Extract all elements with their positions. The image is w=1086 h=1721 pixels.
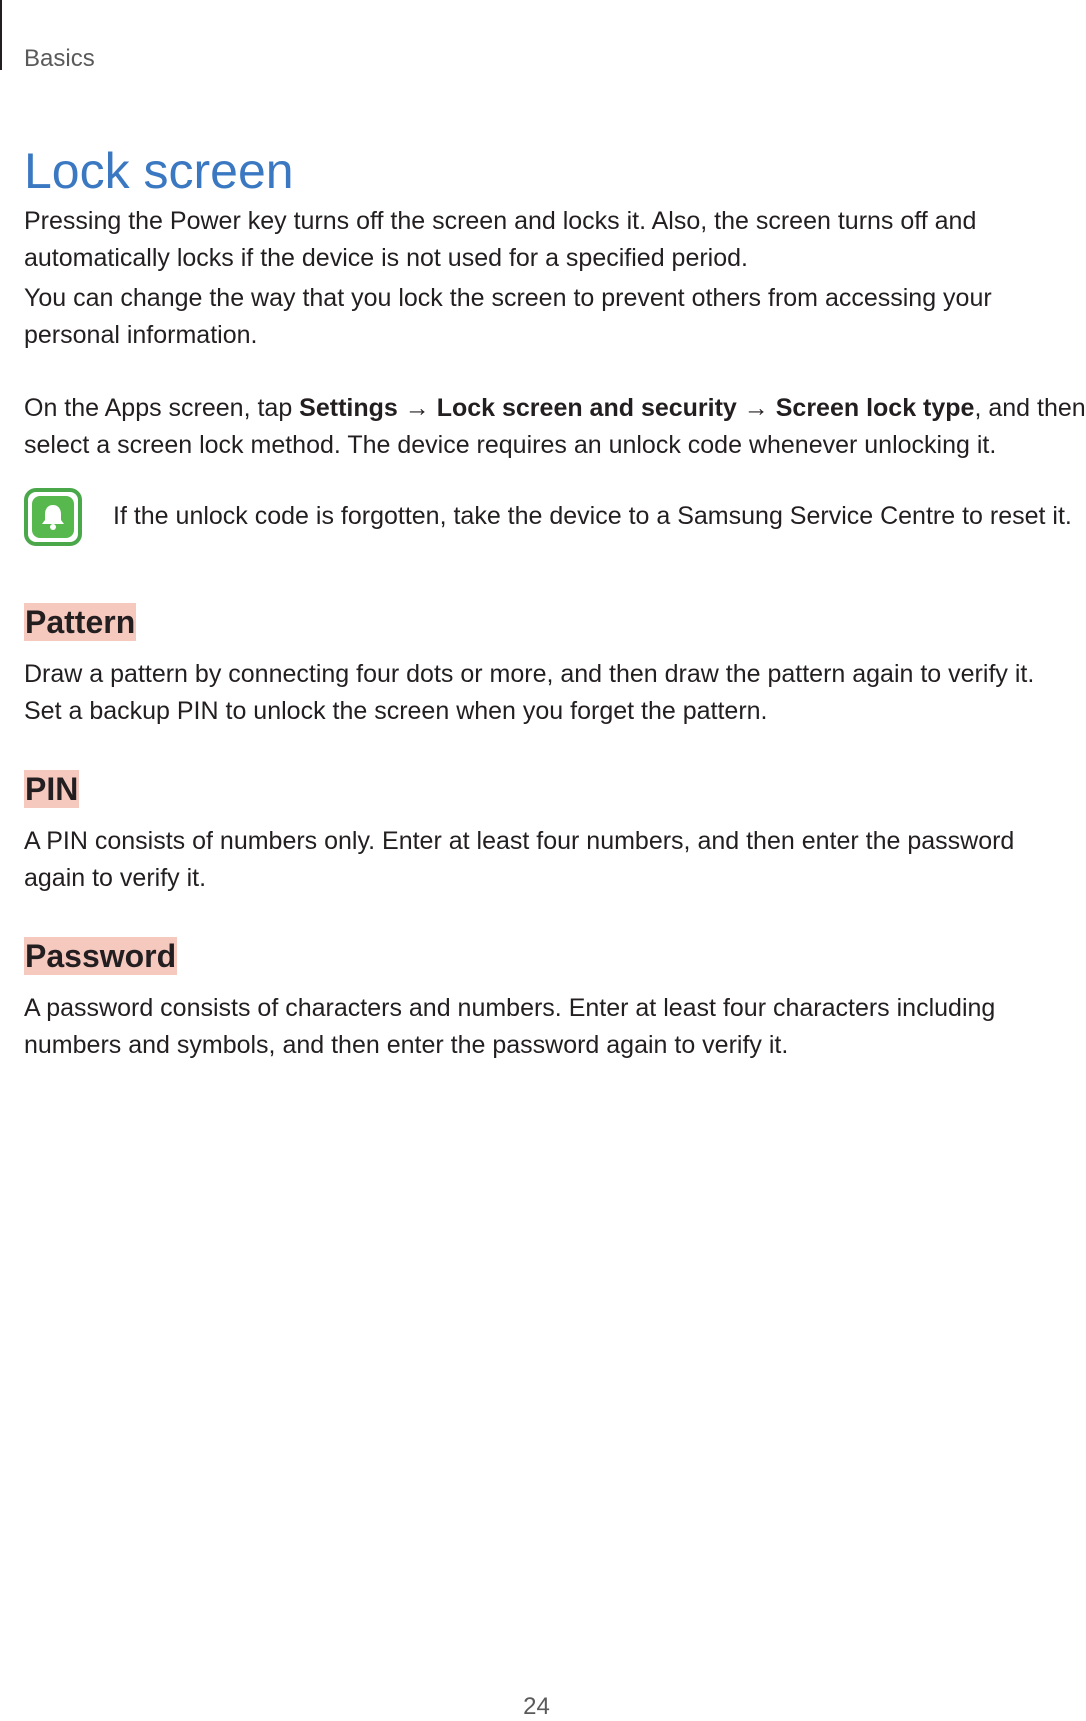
section-heading-password: Password: [25, 938, 177, 974]
password-line-2: numbers and symbols, and then enter the password again to verify it.: [24, 1031, 789, 1059]
menu-path-arrow-2: →: [736, 394, 776, 422]
menu-path-arrow-1: →: [397, 394, 437, 422]
section-heading-pin: PIN: [25, 771, 79, 807]
bell-icon: [24, 488, 82, 546]
menu-path-lock-screen-and-security: Lock screen and security: [436, 394, 737, 422]
pattern-line-1: Draw a pattern by connecting four dots or more, and then draw the pattern again to verify it.: [24, 660, 1035, 688]
pin-description: [24, 823, 1074, 897]
note-text: If the unlock code is forgotten, take the device to a Samsung Service Centre to reset it.: [113, 502, 1072, 530]
intro-p2-line-1: You can change the way that you lock the screen to prevent others from accessing your: [24, 284, 992, 312]
password-line-1: A password consists of characters and numbers. Enter at least four characters including: [24, 994, 996, 1022]
intro-p1-line-1: Pressing the Power key turns off the screen and locks it. Also, the screen turns off and: [24, 207, 977, 235]
pin-line-2: again to verify it.: [24, 864, 207, 892]
pattern-description: [24, 656, 1074, 730]
menu-path-settings: Settings: [299, 394, 398, 422]
intro-p1-line-2: automatically locks if the device is not used for a specified period.: [24, 244, 748, 272]
intro-paragraph-1: [24, 203, 1074, 277]
intro-p3-lead: On the Apps screen, tap: [24, 394, 300, 422]
running-header: Basics: [24, 45, 95, 72]
intro-p3-tail: , and then: [974, 394, 1086, 422]
intro-p2-line-2: personal information.: [24, 321, 258, 349]
password-description: [24, 990, 1074, 1064]
bell-icon-glyph: [37, 501, 69, 533]
page-title: Lock screen: [24, 143, 294, 199]
intro-paragraph-3: [24, 390, 1086, 464]
section-heading-pattern: Pattern: [25, 604, 136, 640]
intro-p3-line-2: select a screen lock method. The device requires an unlock code whenever unlocking it.: [24, 431, 997, 459]
pattern-line-2: Set a backup PIN to unlock the screen when you forget the pattern.: [24, 697, 768, 725]
pin-line-1: A PIN consists of numbers only. Enter at least four numbers, and then enter the password: [24, 827, 1015, 855]
menu-path-screen-lock-type: Screen lock type: [775, 394, 975, 422]
corner-rule: [0, 0, 2, 70]
page-number: 24: [523, 1693, 550, 1720]
intro-paragraph-2: [24, 280, 1074, 354]
intro-p3-line-1: [24, 390, 1086, 427]
